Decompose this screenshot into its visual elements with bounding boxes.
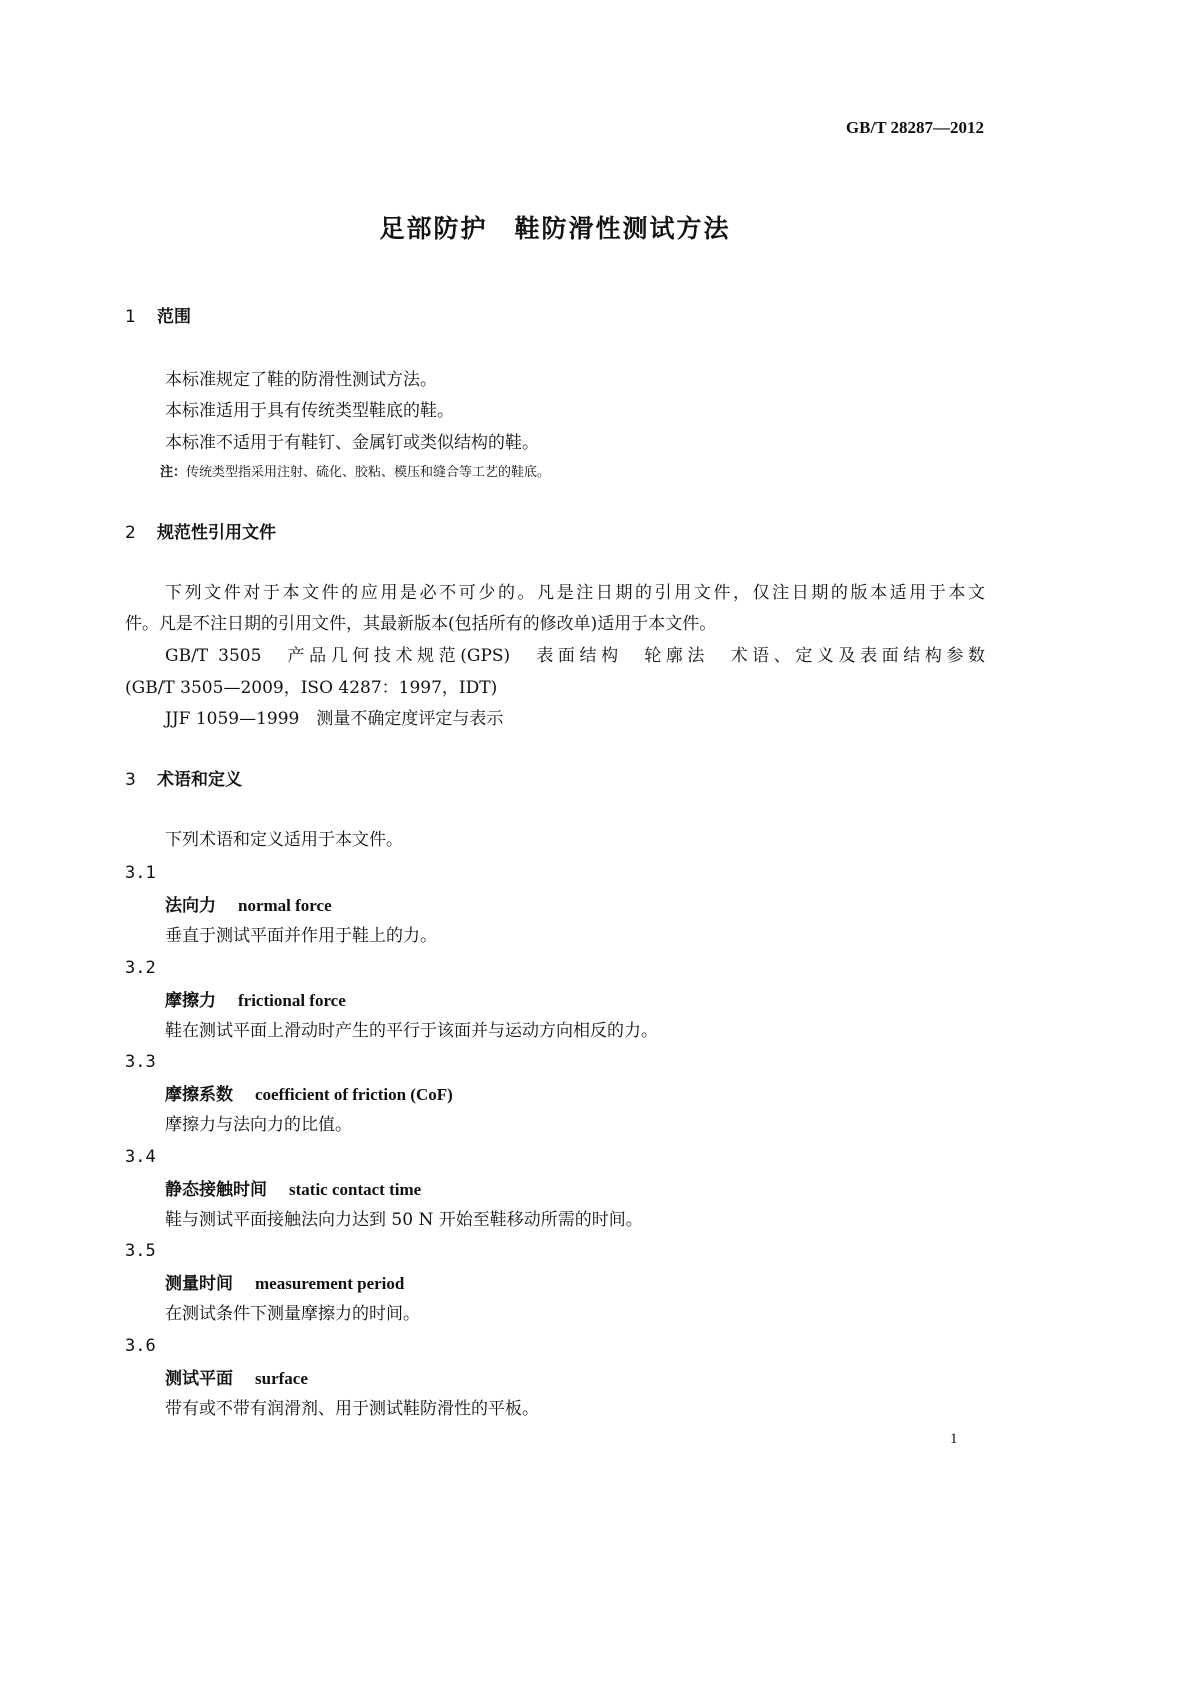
paragraph: 本标准不适用于有鞋钉、金属钉或类似结构的鞋。 [165,433,539,453]
standard-number: GB/T 28287—2012 [845,118,984,137]
reference: (GB/T 3505—2009，ISO 4287：1997，IDT) [125,678,498,698]
term-number: 3.4 [125,1147,156,1167]
term-number: 3.1 [125,863,156,883]
term-chinese: 测试平面 [165,1369,233,1389]
section-3-heading [125,772,242,789]
term-number: 3.3 [125,1052,156,1072]
document-title: 足部防护 鞋防滑性测试方法 [379,214,731,243]
term-chinese: 摩擦力 [165,991,216,1011]
term-definition: 带有或不带有润滑剂、用于测试鞋防滑性的平板。 [165,1399,539,1419]
section-2-heading [125,525,276,542]
section-1-heading [125,309,191,326]
term-heading [165,992,346,1010]
term-english: normal force [238,896,332,915]
term-chinese: 静态接触时间 [165,1180,267,1200]
paragraph: 下列术语和定义适用于本文件。 [165,830,403,850]
term-heading [165,1181,421,1199]
note-text: 传统类型指采用注射、硫化、胶粘、模压和缝合等工艺的鞋底。 [186,465,551,480]
page-number: 1 [950,1431,958,1447]
term-number: 3.5 [125,1241,156,1261]
note-label: 注： [160,465,187,480]
term-chinese: 法向力 [165,896,216,916]
term-heading [165,1275,404,1293]
section-number: 2 [125,523,136,543]
term-english: frictional force [238,991,346,1010]
term-definition: 垂直于测试平面并作用于鞋上的力。 [165,926,437,946]
paragraph: 件。凡是不注日期的引用文件，其最新版本(包括所有的修改单)适用于本文件。 [125,614,717,634]
term-number: 3.2 [125,958,156,978]
term-definition: 鞋与测试平面接触法向力达到 50 N 开始至鞋移动所需的时间。 [165,1210,643,1230]
term-number: 3.6 [125,1336,156,1356]
section-number: 3 [125,770,136,790]
section-number: 1 [125,307,136,327]
term-english: surface [255,1369,308,1388]
term-definition: 在测试条件下测量摩擦力的时间。 [165,1304,420,1324]
term-definition: 鞋在测试平面上滑动时产生的平行于该面并与运动方向相反的力。 [165,1021,658,1041]
term-chinese: 测量时间 [165,1274,233,1294]
term-english: measurement period [255,1274,405,1293]
paragraph: 本标准适用于具有传统类型鞋底的鞋。 [165,401,454,421]
term-heading [165,1086,453,1104]
note [160,466,550,479]
paragraph: 下列文件对于本文件的应用是必不可少的。凡是注日期的引用文件，仅注日期的版本适用于本文 [165,583,985,603]
term-definition: 摩擦力与法向力的比值。 [165,1115,352,1135]
term-heading [165,1370,308,1388]
term-english: coefficient of friction (CoF) [255,1085,453,1104]
section-title: 范围 [157,307,191,327]
term-chinese: 摩擦系数 [165,1085,233,1105]
reference: JJF 1059—1999 测量不确定度评定与表示 [165,709,504,729]
paragraph: 本标准规定了鞋的防滑性测试方法。 [165,370,437,390]
section-title: 术语和定义 [157,770,242,790]
term-english: static contact time [289,1180,422,1199]
reference: GB/T 3505 产品几何技术规范(GPS) 表面结构 轮廓法 术语、定义及表面结构参数 [165,646,985,666]
term-heading [165,897,332,915]
section-title: 规范性引用文件 [157,523,276,543]
